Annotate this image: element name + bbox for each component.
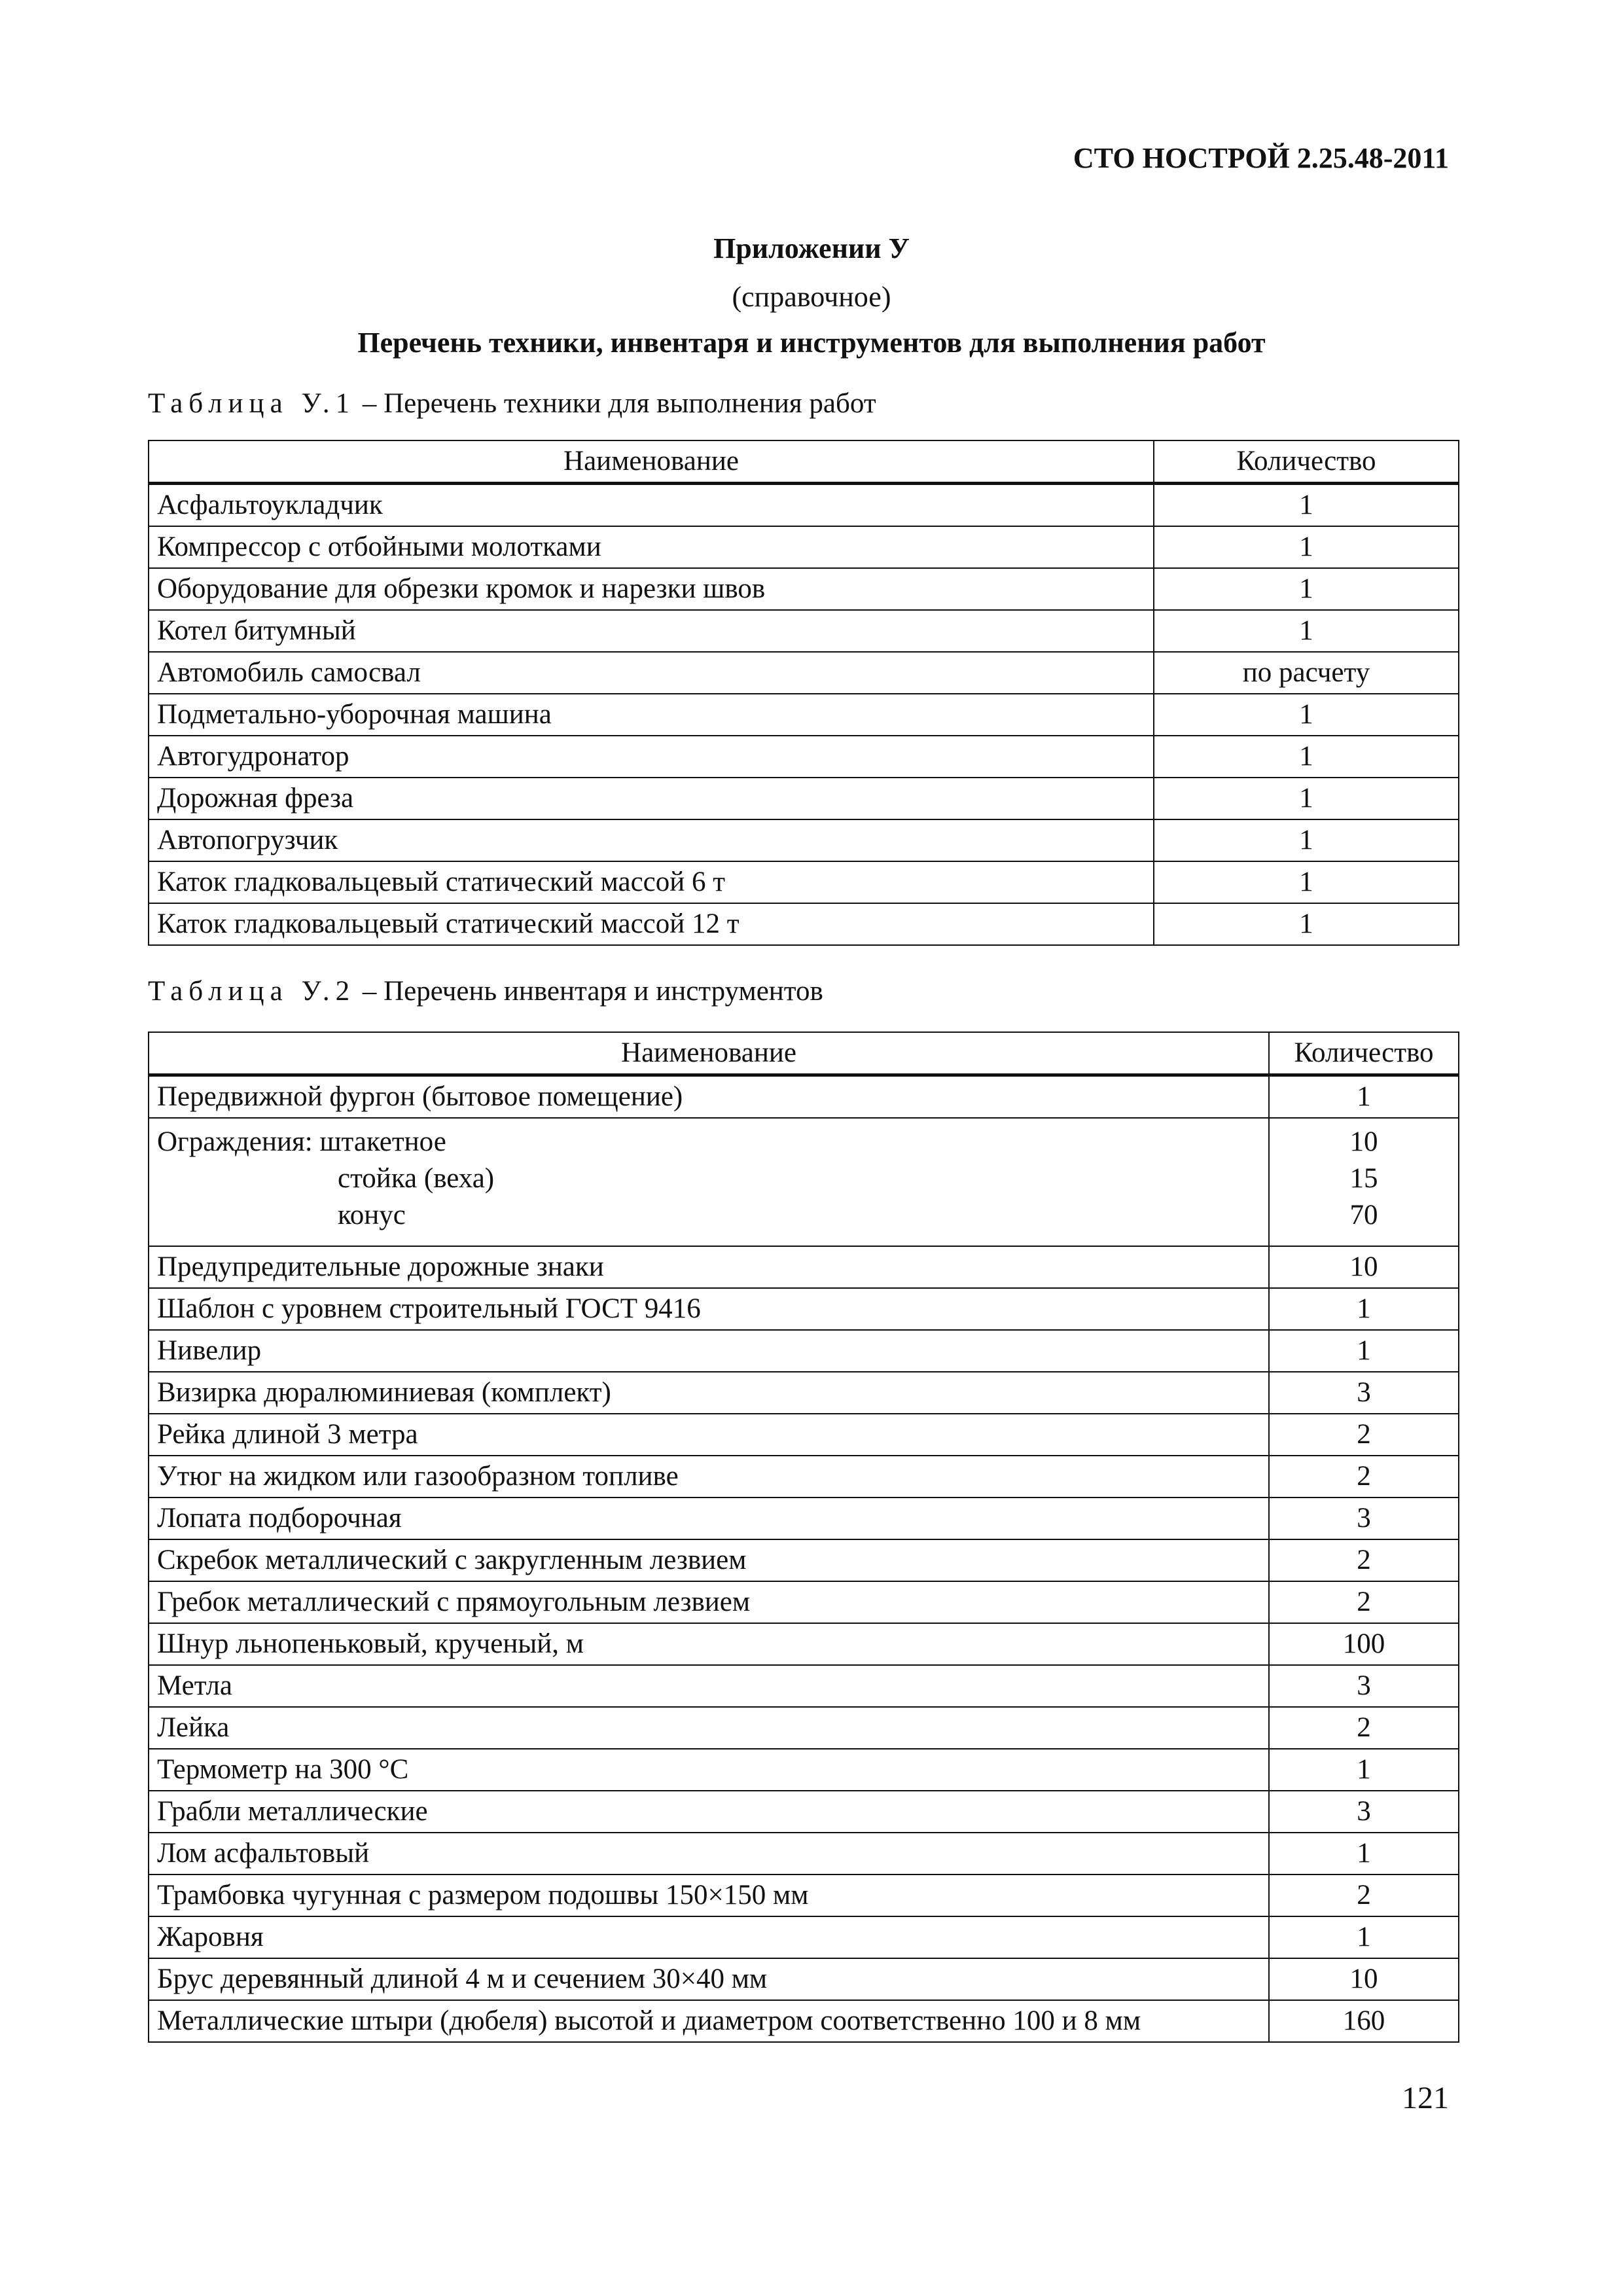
appendix-heading: Перечень техники, инвентаря и инструментов для выполнения работ — [357, 327, 1266, 359]
table-row — [149, 1456, 1459, 1498]
row-quantity: 70 — [1349, 1200, 1378, 1230]
table-row — [149, 2000, 1459, 2042]
row-quantity: 1 — [1154, 484, 1459, 527]
row-name: Лейка — [149, 1707, 1269, 1749]
row-quantity: 1 — [1154, 903, 1459, 945]
row-quantity: 1 — [1269, 1330, 1459, 1372]
row-name-sub: конус — [338, 1200, 406, 1230]
row-name: Автомобиль самосвал — [149, 652, 1154, 694]
row-quantity: 1 — [1154, 736, 1459, 778]
table2-caption — [148, 975, 823, 1007]
row-quantity: 1 — [1269, 1749, 1459, 1791]
row-quantity: 10 — [1269, 1246, 1459, 1288]
table1-caption — [148, 387, 876, 420]
row-quantity: 2 — [1269, 1874, 1459, 1916]
row-quantity: 1 — [1154, 861, 1459, 903]
row-quantity: 160 — [1269, 2000, 1459, 2042]
table2-caption-text: – Перечень инвентаря и инструментов — [355, 976, 823, 1007]
row-name: Металлические штыри (дюбеля) высотой и диаметром соответственно 100 и 8 мм — [149, 2000, 1269, 2042]
row-quantity: 100 — [1269, 1623, 1459, 1665]
column-header-name: Наименование — [149, 1032, 1269, 1075]
table-row — [149, 1288, 1459, 1330]
table-row — [149, 778, 1459, 819]
row-name: Нивелир — [149, 1330, 1269, 1372]
row-name: Грабли металлические — [149, 1791, 1269, 1833]
row-name: Автопогрузчик — [149, 819, 1154, 861]
table-row — [149, 1958, 1459, 2000]
row-quantity: 1 — [1269, 1288, 1459, 1330]
row-name: Трамбовка чугунная с размером подошвы 150×150 мм — [149, 1874, 1269, 1916]
row-quantity: 3 — [1269, 1372, 1459, 1414]
table-row — [149, 1581, 1459, 1623]
row-name: Метла — [149, 1665, 1269, 1707]
table-row — [149, 819, 1459, 861]
table-row — [149, 526, 1459, 568]
table2-caption-label: Таблица У.2 — [148, 976, 356, 1007]
table-row — [149, 1665, 1459, 1707]
table-row — [149, 1623, 1459, 1665]
row-quantity: 3 — [1269, 1791, 1459, 1833]
row-quantity: 1 — [1154, 610, 1459, 652]
row-quantity: 2 — [1269, 1539, 1459, 1581]
row-quantity: 2 — [1269, 1707, 1459, 1749]
table-row — [149, 1075, 1459, 1119]
row-name: Жаровня — [149, 1916, 1269, 1958]
row-name: Гребок металлический с прямоугольным лезвием — [149, 1581, 1269, 1623]
row-name: Утюг на жидком или газообразном топливе — [149, 1456, 1269, 1498]
table-row — [149, 861, 1459, 903]
row-quantity-cell — [1269, 1118, 1459, 1246]
table-header-row — [149, 1032, 1459, 1075]
table-row — [149, 1498, 1459, 1539]
table-row — [149, 652, 1459, 694]
table-row — [149, 1916, 1459, 1958]
row-name: Лом асфальтовый — [149, 1833, 1269, 1874]
table-row — [149, 484, 1459, 527]
row-quantity: 1 — [1154, 694, 1459, 736]
page-number: 121 — [1402, 2081, 1449, 2115]
row-name: Шнур льнопеньковый, крученый, м — [149, 1623, 1269, 1665]
table-row — [149, 903, 1459, 945]
row-name: Шаблон с уровнем строительный ГОСТ 9416 — [149, 1288, 1269, 1330]
table-row — [149, 568, 1459, 610]
row-name: Асфальтоукладчик — [149, 484, 1154, 527]
row-name: Рейка длиной 3 метра — [149, 1414, 1269, 1456]
column-header-quantity: Количество — [1269, 1032, 1459, 1075]
table-header-row — [149, 440, 1459, 484]
row-quantity: 2 — [1269, 1456, 1459, 1498]
document-code: СТО НОСТРОЙ 2.25.48-2011 — [1073, 142, 1449, 174]
table-row — [149, 1791, 1459, 1833]
appendix-subtitle: (справочное) — [732, 281, 891, 313]
machinery-table — [148, 440, 1459, 946]
row-name: Брус деревянный длиной 4 м и сечением 30×40 мм — [149, 1958, 1269, 2000]
table-row — [149, 1414, 1459, 1456]
row-name: Компрессор с отбойными молотками — [149, 526, 1154, 568]
row-quantity: по расчету — [1154, 652, 1459, 694]
row-name-sub: стойка (веха) — [338, 1163, 495, 1194]
table-row — [149, 1874, 1459, 1916]
table-row — [149, 610, 1459, 652]
row-quantity: 10 — [1349, 1126, 1378, 1157]
row-quantity: 1 — [1154, 819, 1459, 861]
table1-caption-text: – Перечень техники для выполнения работ — [355, 388, 876, 419]
row-name: Котел битумный — [149, 610, 1154, 652]
row-quantity: 3 — [1269, 1498, 1459, 1539]
table-row — [149, 1246, 1459, 1288]
table-row — [149, 1330, 1459, 1372]
row-name: Лопата подборочная — [149, 1498, 1269, 1539]
table-row — [149, 1539, 1459, 1581]
table-row — [149, 1372, 1459, 1414]
row-name: Визирка дюралюминиевая (комплект) — [149, 1372, 1269, 1414]
table-row — [149, 1707, 1459, 1749]
row-quantity: 15 — [1349, 1163, 1378, 1194]
row-quantity: 1 — [1269, 1075, 1459, 1119]
table-row — [149, 1833, 1459, 1874]
row-quantity: 2 — [1269, 1581, 1459, 1623]
row-quantity: 1 — [1154, 778, 1459, 819]
row-quantity: 1 — [1154, 526, 1459, 568]
table1-caption-label: Таблица У.1 — [148, 388, 356, 419]
row-quantity: 3 — [1269, 1665, 1459, 1707]
row-name-main: Ограждения: штакетное — [157, 1126, 446, 1157]
row-name: Каток гладковальцевый статический массой 12 т — [149, 903, 1154, 945]
row-name: Дорожная фреза — [149, 778, 1154, 819]
row-name: Оборудование для обрезки кромок и нарезки швов — [149, 568, 1154, 610]
row-name: Передвижной фургон (бытовое помещение) — [149, 1075, 1269, 1119]
row-name: Каток гладковальцевый статический массой 6 т — [149, 861, 1154, 903]
table-row — [149, 1118, 1459, 1246]
row-name: Подметально-уборочная машина — [149, 694, 1154, 736]
row-name: Предупредительные дорожные знаки — [149, 1246, 1269, 1288]
row-quantity: 2 — [1269, 1414, 1459, 1456]
row-name: Скребок металлический с закругленным лезвием — [149, 1539, 1269, 1581]
column-header-name: Наименование — [149, 440, 1154, 484]
table-row — [149, 694, 1459, 736]
table-row — [149, 1749, 1459, 1791]
row-quantity: 1 — [1269, 1916, 1459, 1958]
row-quantity: 1 — [1154, 568, 1459, 610]
row-name: Термометр на 300 °С — [149, 1749, 1269, 1791]
row-quantity: 1 — [1269, 1833, 1459, 1874]
appendix-title: Приложении У — [713, 232, 910, 264]
column-header-quantity: Количество — [1154, 440, 1459, 484]
row-name: Автогудронатор — [149, 736, 1154, 778]
tools-table — [148, 1031, 1459, 2043]
table-row — [149, 736, 1459, 778]
row-name-cell — [149, 1118, 1269, 1246]
row-quantity: 10 — [1269, 1958, 1459, 2000]
